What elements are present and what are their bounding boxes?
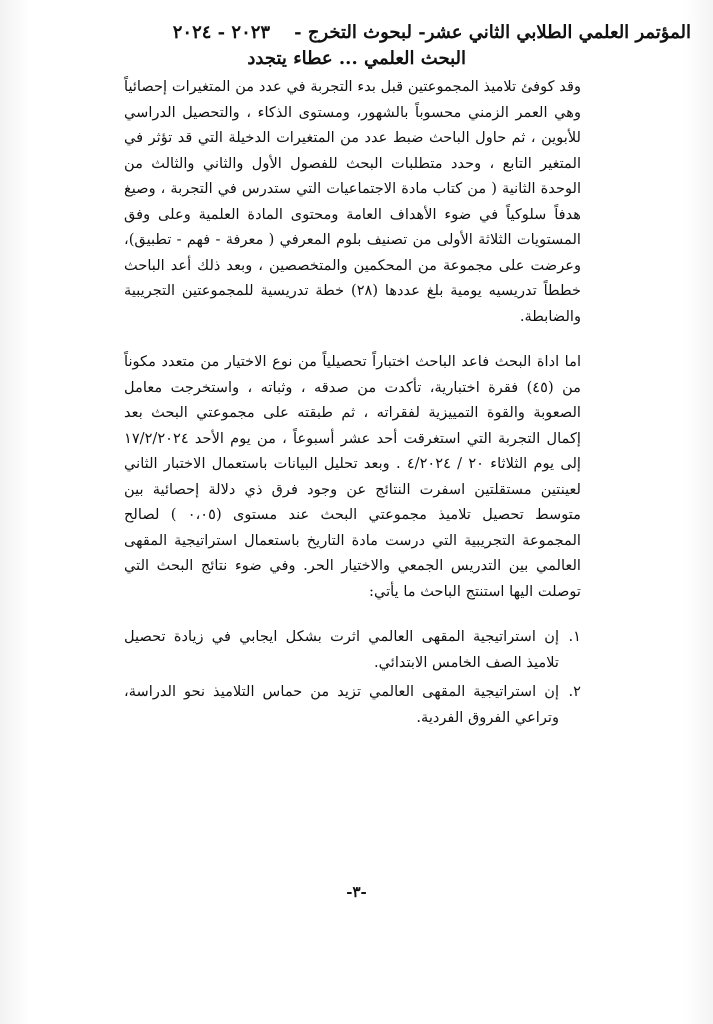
list-item	[124, 624, 581, 675]
page-header	[24, 20, 691, 72]
body-text	[124, 74, 581, 730]
page-number: -٣-	[346, 883, 367, 901]
paragraph-sample-equivalence: وقد كوفئ تلاميذ المجموعتين قبل بدء التجربة في عدد من المتغيرات إحصائياً وهي العمر الزمني محسوباً بالشهور، ومستوى الذكاء ، والتحصيل الدراسي للأبوين ، ثم حاول الباحث ضبط عدد من المتغيرات الدخيلة التي قد تؤثر في المتغير التابع ، وحدد متطلبات البحث للفصول الأول والثاني والثالث من الوحدة الثانية ( من كتاب مادة الاجتماعيات التي ستدرس في التجربة ، وصيغ هدفاً سلوكياً في ضوء الأهداف العامة ومحتوى المادة العلمية وعلى وفق المستويات الثلاثة الأولى من تصنيف بلوم المعرفي ( معرفة - فهم - تطبيق)، وعرضت على مجموعة من المحكمين والمتخصصين ، وبعد ذلك أعد الباحث خططاً تدريسيه يومية بلغ عددها (٢٨) خطة تدريسية للمجموعتين التجريبية والضابطة.	[124, 78, 581, 325]
conference-slogan: البحث العلمي ... عطاء يتجدد	[247, 48, 466, 69]
list-item-text: إن استراتيجية المقهى العالمي تزيد من حماس التلاميذ نحو الدراسة، وتراعي الفروق الفردية.	[124, 683, 559, 726]
list-item	[124, 679, 581, 730]
list-item-number: ٢.	[568, 683, 581, 700]
list-item-text: إن استراتيجية المقهى العالمي اثرت بشكل ايجابي في زيادة تحصيل تلاميذ الصف الخامس الابتدائي.	[124, 628, 559, 671]
conference-title: المؤتمر العلمي الطلابي الثاني عشر- لبحوث التخرج -	[294, 22, 691, 43]
conference-years: ٢٠٢٣ - ٢٠٢٤	[172, 22, 271, 43]
paragraph-research-tool: اما اداة البحث فاعد الباحث اختباراً تحصيلياً من نوع الاختيار من متعدد مكوناً من (٤٥) فقرة اختبارية، تأكدت من صدقه ، وثباته ، واستخرجت معامل الصعوبة والقوة التمييزية لفقراته ، ثم طبقته على مجموعتي البحث بعد إكمال التجربة التي استغرقت أحد عشر أسبوعاً ، من يوم الأحد ١٧/٢/٢٠٢٤ إلى يوم الثلاثاء ٢٠ / ٤/٢٠٢٤ . وبعد تحليل البيانات باستعمال الاختبار الثاني لعينتين مستقلتين اسفرت النتائج عن وجود فرق ذي دلالة إحصائية بين متوسط تحصيل تلاميذ مجموعتي البحث عند مستوى (٠،٠٥ ) لصالح المجموعة التجريبية التي درست مادة التاريخ باستعمال استراتيجية المقهى العالمي بين التدريس الجمعي والاختيار الحر. وفي ضوء نتائج البحث التي توصلت اليها استنتج الباحث ما يأتي:	[124, 353, 582, 600]
conclusions-list	[124, 624, 581, 730]
list-item-number: ١.	[568, 628, 581, 645]
header-line	[24, 20, 691, 46]
